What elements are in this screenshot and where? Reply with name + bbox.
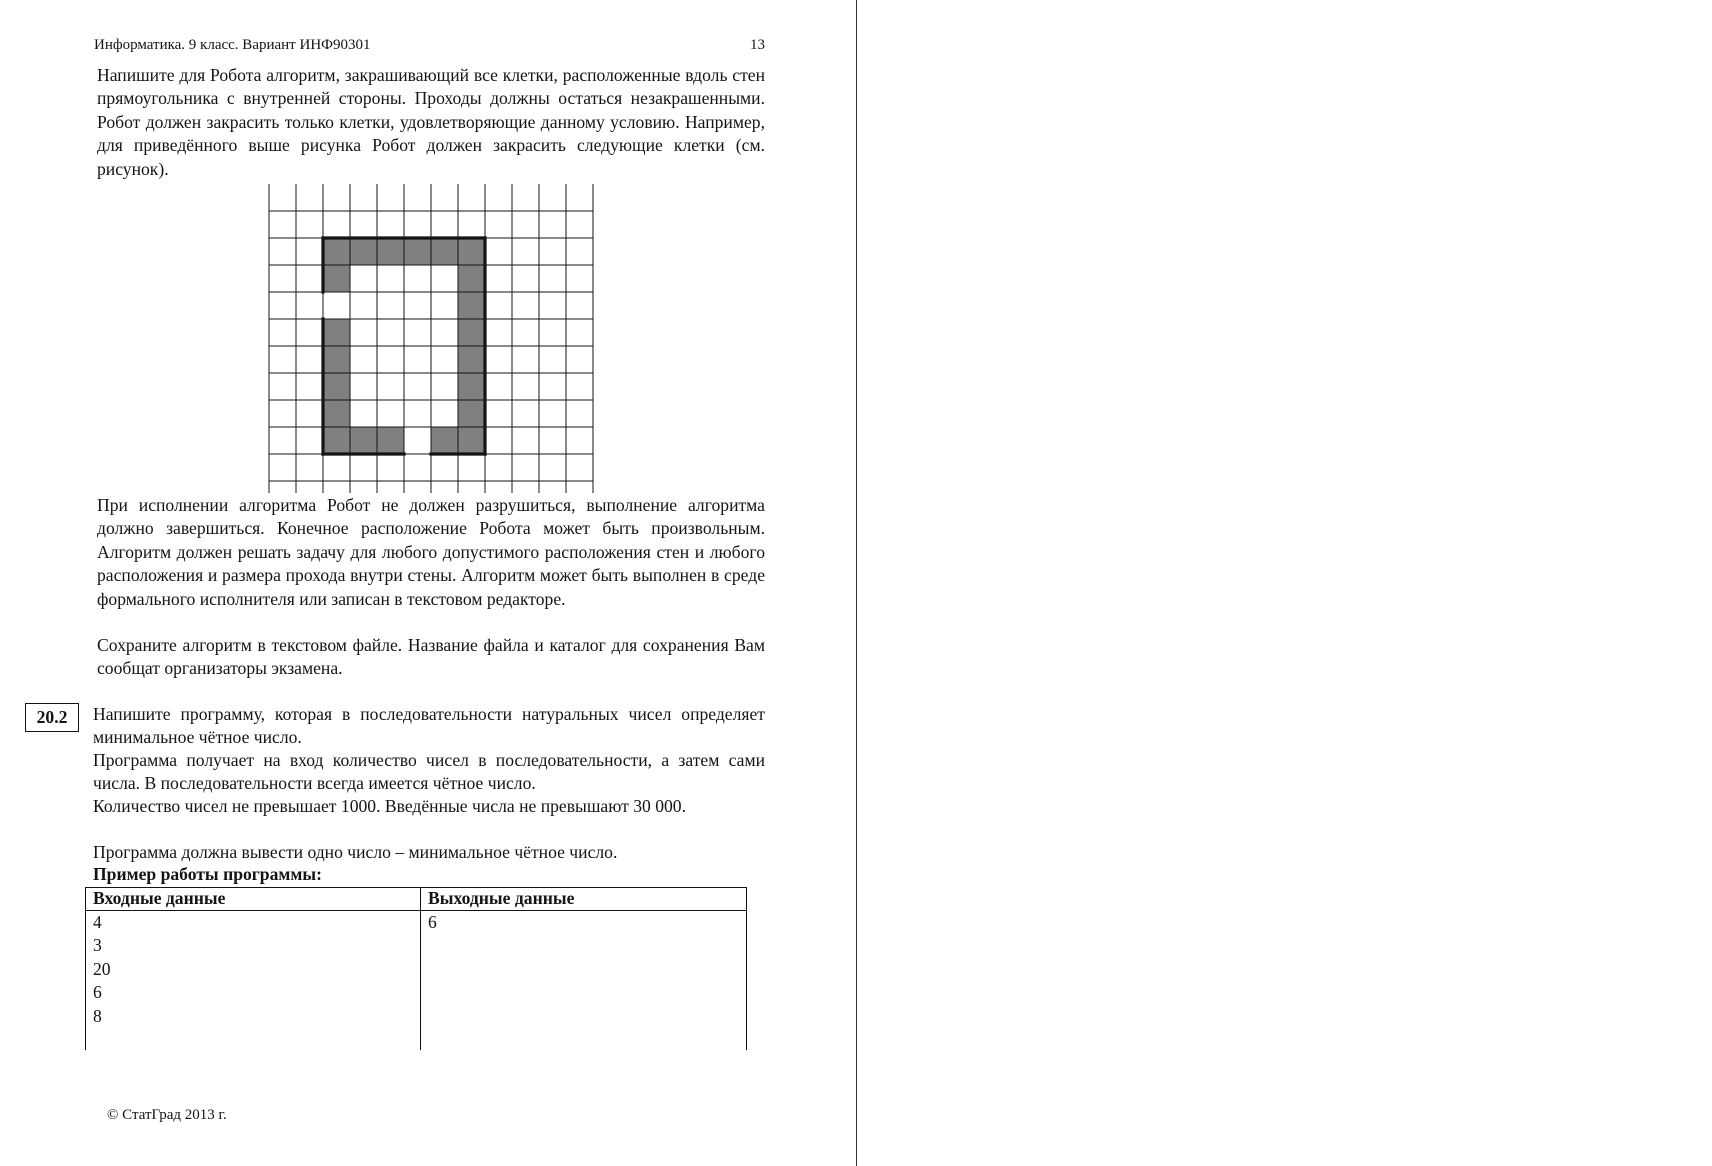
shaded-cell [458, 400, 485, 427]
input-value: 3 [93, 935, 102, 956]
shaded-cell [431, 238, 458, 265]
example-io-table [85, 887, 747, 1050]
output-value: 6 [428, 912, 437, 932]
shaded-cell [377, 238, 404, 265]
input-value: 6 [93, 982, 102, 1003]
save-instructions-paragraph: Сохраните алгоритм в текстовом файле. Название файла и каталог для сохранения Вам сообщат организаторы экзамена. [97, 635, 765, 679]
shaded-cell [458, 319, 485, 346]
robot-field-figure [268, 183, 596, 493]
shaded-cell [323, 238, 350, 265]
shaded-cell [458, 265, 485, 292]
task-intro-paragraph: Напишите для Робота алгоритм, закрашивающий все клетки, расположенные вдоль стен прямоугольника с внутренней стороны. Проходы должны остаться незакрашенными. Робот должен закрасить только клетки, удовлетворяющие данному условию. Например, для приведённого выше рисунка Робот должен закрасить следующие клетки (см. рисунок). [97, 65, 765, 179]
page-number: 13 [750, 37, 765, 53]
input-value: 20 [93, 958, 111, 979]
page-divider [856, 0, 857, 1166]
example-label: Пример работы программы: [93, 864, 322, 884]
shaded-cell [323, 346, 350, 373]
shaded-cell [323, 319, 350, 346]
shaded-cell [323, 427, 350, 454]
output-column-header: Выходные данные [421, 888, 747, 911]
shaded-cell [377, 427, 404, 454]
shaded-cell [458, 373, 485, 400]
shaded-cell [350, 427, 377, 454]
input-value: 4 [93, 912, 102, 932]
task-20-2-limits: Количество чисел не превышает 1000. Введённые числа не превышают 30 000. [93, 796, 686, 816]
execution-conditions-paragraph: При исполнении алгоритма Робот не должен разрушиться, выполнение алгоритма должно завершиться. Конечное расположение Робота может быть произвольным. Алгоритм должен решать задачу для любого допустимого расположения стен и любого расположения и размера прохода внутри стены. Алгоритм может быть выполнен в среде формального исполнителя или записан в текстовом редакторе. [97, 495, 765, 609]
shaded-cell [458, 292, 485, 319]
task-20-2-statement: Напишите программу, которая в последовательности натуральных чисел определяет минимальное чётное число. [93, 704, 765, 748]
input-column-header: Входные данные [86, 888, 421, 911]
shaded-cell [458, 238, 485, 265]
page-header-title: Информатика. 9 класс. Вариант ИНФ90301 [94, 37, 371, 53]
shaded-cell [323, 400, 350, 427]
shaded-cell [431, 427, 458, 454]
shaded-cell [458, 346, 485, 373]
copyright-footer: © СтатГрад 2013 г. [107, 1107, 227, 1123]
shaded-cell [458, 427, 485, 454]
shaded-cell [350, 238, 377, 265]
output-data-cell [421, 911, 747, 1051]
task-20-2-input-description: Программа получает на вход количество чисел в последовательности, а затем сами числа. В последовательности всегда имеется чётное число. [93, 750, 765, 794]
shaded-cell [323, 265, 350, 292]
input-value: 8 [93, 1005, 102, 1026]
task-number-badge: 20.2 [25, 703, 79, 732]
shaded-cell [323, 373, 350, 400]
input-data-cell [86, 911, 421, 1051]
shaded-cell [404, 238, 431, 265]
task-20-2-output-description: Программа должна вывести одно число – минимальное чётное число. [93, 842, 618, 862]
